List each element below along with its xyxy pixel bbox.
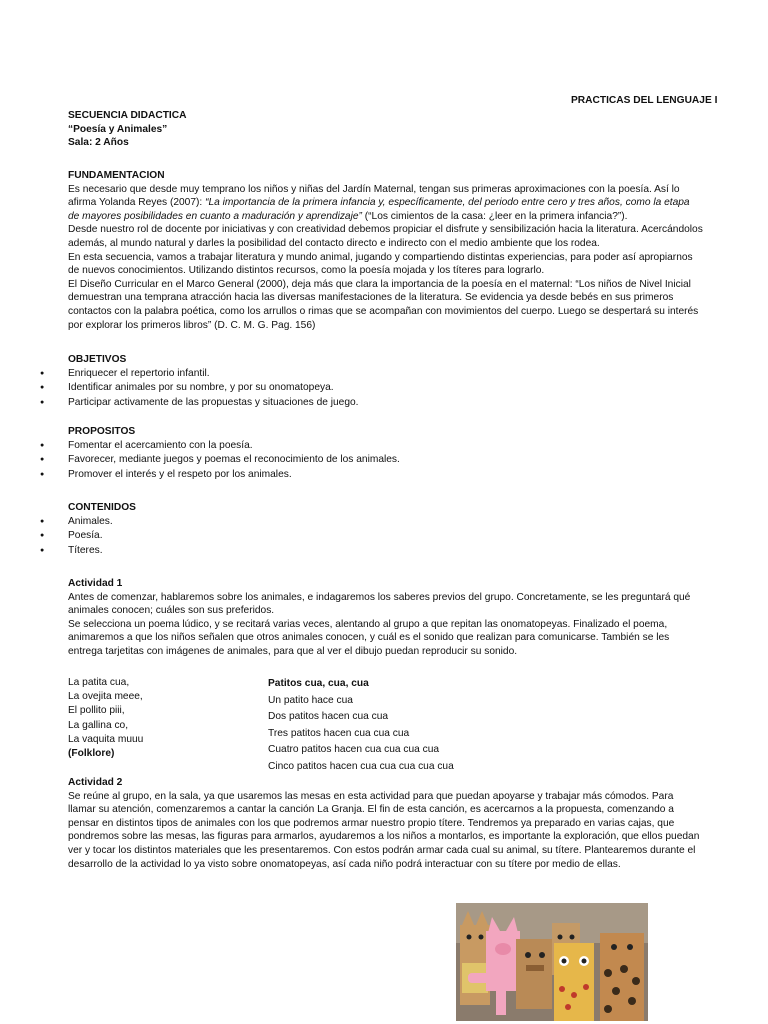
fundamentacion-paragraph-1	[68, 183, 703, 224]
objetivos-list	[68, 367, 703, 411]
objetivos-section	[68, 353, 703, 411]
list-item: ● Promover el interés y el respeto por los animales.	[68, 468, 703, 483]
propositos-heading: PROPOSITOS	[68, 426, 136, 437]
actividad1-paragraph-2: Se selecciona un poema lúdico, y se recitará varias veces, alentando al grupo a que repitan las onomatopeyas. Finalizado el poema, animaremos a que los niños señalen que otros animales conocen, y cuál es el sonido que realizan para comunicarse. También se les entrega tarjetitas con imágenes de animales, para que al ver el dibujo puedan reproducir su sonido.	[68, 618, 670, 657]
list-item: ● Animales.	[68, 515, 703, 530]
fundamentacion-text: Es necesario que desde muy temprano los niños y niñas del Jardín Maternal, tengan sus primeras aproximaciones con la poesía. Así lo afirma Yolanda Reyes (2007):	[68, 183, 680, 209]
actividad2-section	[68, 776, 703, 871]
propositos-list	[68, 439, 703, 483]
title-block	[68, 109, 703, 150]
poem-line: Cuatro patitos hacen cua cua cua cua	[268, 744, 440, 756]
poem-line: El pollito piii,	[68, 705, 125, 717]
actividad1-section	[68, 577, 703, 659]
fundamentacion-paragraph-3: En esta secuencia, vamos a trabajar literatura y mundo animal, jugando y compartiendo distintas experiencias, para poder así apropiarnos de nuevos conocimientos. Utilizando distintos recursos, como la poesía mojada y los títeres para lograrlo.	[68, 251, 693, 277]
paper-bag-puppets-photo	[456, 903, 648, 1021]
doc-subtitle: “Poesía y Animales”	[68, 123, 168, 135]
poem-line: Cinco patitos hacen cua cua cua cua cua	[268, 760, 454, 772]
fundamentacion-citation: (“Los cimientos de la casa: ¿leer en la primera infancia?”).	[361, 210, 628, 222]
poem-line: Un patito hace cua	[268, 694, 353, 706]
list-item: ● Participar activamente de las propuestas y situaciones de juego.	[68, 396, 703, 411]
doc-sala: Sala: 2 Años	[68, 137, 129, 149]
actividad1-heading: Actividad 1	[68, 578, 123, 589]
poem-line: La patita cua,	[68, 677, 130, 688]
contenidos-heading: CONTENIDOS	[68, 502, 136, 513]
list-item: ● Títeres.	[68, 544, 703, 559]
actividad2-heading: Actividad 2	[68, 777, 123, 788]
course-header: PRACTICAS DEL LENGUAJE I	[571, 95, 718, 106]
fundamentacion-heading: FUNDAMENTACION	[68, 170, 165, 181]
fundamentacion-paragraph-2: Desde nuestro rol de docente por iniciativas y con creatividad debemos propiciar el disfrute y sensibilización hacia la literatura. Acercándolos además, al mundo natural y darles la posibilidad del contacto directo e indirecto con el medio ambiente que los rodea.	[68, 224, 703, 249]
puppets-illustration	[456, 903, 648, 1021]
actividad1-paragraph-1: Antes de comenzar, hablaremos sobre los animales, e indagaremos los saberes previos del grupo. Concretamente, se les preguntará qué animales conocen; cuáles son sus preferidos.	[68, 591, 691, 617]
doc-title: SECUENCIA DIDACTICA	[68, 110, 187, 121]
contenidos-list	[68, 515, 703, 559]
objetivos-heading: OBJETIVOS	[68, 354, 127, 365]
propositos-section	[68, 425, 703, 483]
reyes-quote: “La importancia de la primera infancia y, específicamente, del periodo entre cero y tres años, como la etapa de mayores posibilidades en cuanto a maduración y aprendizaje”	[68, 197, 690, 222]
list-item: ● Fomentar el acercamiento con la poesía.	[68, 439, 703, 454]
fundamentacion-paragraph-4: El Diseño Curricular en el Marco General (2000), deja más que clara la importancia de la poesía en el maternal: “Los niños de Nivel Inicial demuestran una temprana atracción hacia las diversas manifestaciones de la literatura. Se evidencia ya desde bebés en sus primeros contactos con la palabra poética, como los arrullos o rimas que se acompañan con movimientos del cuerpo. Luego se despertará su interés por explorar los primeros libros” (D. C. M. G. Pag. 156)	[68, 278, 699, 331]
poem-source: (Folklore)	[68, 748, 115, 760]
list-item: ● Favorecer, mediante juegos y poemas el reconocimiento de los animales.	[68, 453, 703, 468]
list-item: ● Poesía.	[68, 529, 703, 544]
poem-line: La ovejita meee,	[68, 691, 143, 703]
list-item: ● Enriquecer el repertorio infantil.	[68, 367, 703, 382]
actividad2-paragraph-1: Se reúne al grupo, en la sala, ya que usaremos las mesas en esta actividad para que puedan apoyarse y trabajar más cómodos. Para llamar su atención, comenzaremos a cantar la canción La Granja. El fin de esta canción, es acercarnos a la propuesta, comenzando a pensar en distintos tipos de animales con los que podremos armar nuestro propio títere. Tendremos ya preparado en varias cajas, que pondremos sobre las mesas, las figuras para armarlos, ayudaremos a los niños a montarlos, es importante la exploración, que ellos puedan ver y tocar los distintos materiales que les presentaremos. Con estos podrán armar cada cual su animal, su títere. Plantearemos durante el desarrollo de la actividad lo ya visto sobre onomatopeyas, así cada niño podrá interactuar con su títere por medio de ellas.	[68, 790, 700, 870]
poem-line: La gallina co,	[68, 719, 129, 731]
fundamentacion-section	[68, 169, 703, 332]
poem-line: Tres patitos hacen cua cua cua	[268, 727, 410, 739]
poem-line: La vaquita muuu	[68, 733, 144, 745]
poem-folklore	[68, 676, 143, 761]
poem-patitos	[268, 676, 454, 776]
poem-title: Patitos cua, cua, cua	[268, 678, 369, 689]
contenidos-section	[68, 501, 703, 559]
poem-line: Dos patitos hacen cua cua	[268, 711, 389, 723]
list-item: ● Identificar animales por su nombre, y por su onomatopeya.	[68, 381, 703, 396]
